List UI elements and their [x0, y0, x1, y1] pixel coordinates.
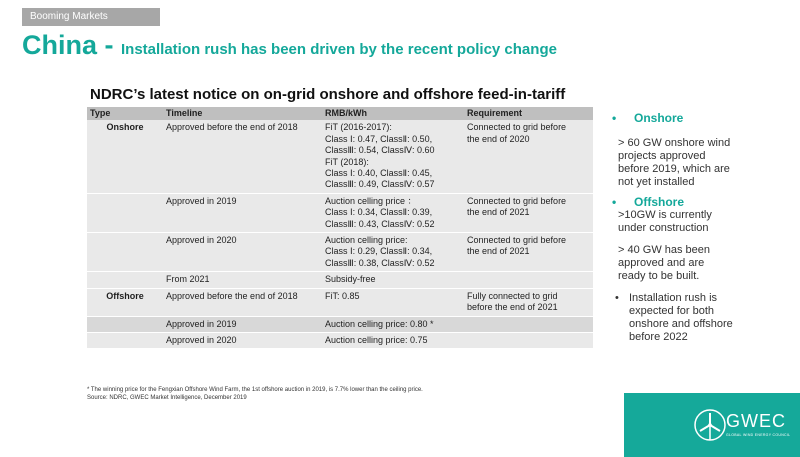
offshore-text-1: >10GW is currently under construction [618, 209, 712, 234]
table-row [87, 193, 593, 232]
header-requirement: Requirement [464, 107, 593, 120]
onshore-text: > 60 GW onshore wind projects approved before 2019, which are not yet installed [618, 137, 731, 188]
bullet-dot: • [615, 292, 619, 304]
row-type [87, 193, 163, 232]
row-timeline: Approved in 2020 [163, 332, 322, 348]
requirement-line: Connected to grid before [467, 122, 567, 133]
row-timeline: Approved in 2019 [163, 316, 322, 332]
table-header-row [87, 107, 593, 120]
table-row [87, 332, 593, 348]
row-requirement [464, 120, 593, 193]
requirement-line: Connected to grid before [467, 195, 567, 206]
row-requirement [464, 233, 593, 272]
requirement-line: Fully connected to grid [467, 290, 558, 301]
row-timeline: Approved in 2020 [163, 233, 322, 272]
requirement-line: before the end of 2021 [467, 302, 558, 313]
offshore-text-2: > 40 GW has been approved and are ready to be built. [618, 244, 711, 282]
table-row [87, 233, 593, 272]
sidebar-notes [612, 112, 792, 344]
page-subtitle: Installation rush has been driven by the recent policy change [121, 41, 557, 58]
row-rate [322, 120, 464, 193]
requirement-line: the end of 2021 [467, 207, 530, 218]
header-timeline: Timeline [163, 107, 322, 120]
table-row [87, 316, 593, 332]
bullet-dot: • [612, 195, 617, 209]
wind-turbine-logo-icon [690, 405, 730, 445]
row-type: Offshore [87, 288, 163, 316]
row-requirement [464, 193, 593, 232]
row-requirement [464, 272, 593, 288]
row-timeline: Approved before the end of 2018 [163, 288, 322, 316]
logo-wordmark: GWEC [726, 411, 786, 431]
row-type: Onshore [87, 120, 163, 193]
row-requirement [464, 288, 593, 316]
page-title [22, 30, 557, 61]
table-row [87, 120, 593, 193]
rate-line: Class Ⅰ: 0.29, ClassⅡ: 0.34, [325, 246, 433, 257]
requirement-line: the end of 2020 [467, 133, 530, 144]
row-rate: FiT: 0.85 [322, 288, 464, 316]
rate-line: Class Ⅰ: 0.34, ClassⅡ: 0.39, [325, 207, 433, 218]
footnote-note: * The winning price for the Fengxian Offshore Wind Farm, the 1st offshore auction in 2019, is 7.7% lower than the ceiling price. [87, 387, 423, 393]
rate-line: ClassⅢ: 0.43, ClassⅣ: 0.52 [325, 218, 435, 229]
logo-tagline: GLOBAL WIND ENERGY COUNCIL [726, 433, 791, 437]
table-row [87, 288, 593, 316]
footnote-source: Source: NDRC, GWEC Market Intelligence, December 2019 [87, 395, 247, 401]
rate-line: FiT (2016-2017): [325, 122, 392, 133]
offshore-heading: • Offshore [612, 195, 685, 209]
row-rate: Auction celling price: 0.75 [322, 332, 464, 348]
gwec-logo [690, 405, 800, 445]
row-rate: Auction celling price: 0.80 * [322, 316, 464, 332]
row-rate [322, 193, 464, 232]
rate-line: ClassⅢ: 0.49, ClassⅣ: 0.57 [325, 179, 435, 190]
requirement-line: Connected to grid before [467, 235, 567, 246]
installation-rush-bullet: • Installation rush is expected for both onshore and offshore before 2022 [615, 292, 733, 343]
header-rate: RMB/kWh [322, 107, 464, 120]
rate-line: ClassⅢ: 0.38, ClassⅣ: 0.52 [325, 257, 435, 268]
rate-line: Auction celling price ： [325, 195, 417, 206]
row-requirement [464, 332, 593, 348]
onshore-heading: • Onshore [612, 111, 684, 125]
row-type [87, 332, 163, 348]
row-timeline: From 2021 [163, 272, 322, 288]
page-title-main: China - [22, 30, 121, 60]
header-type: Type [87, 107, 163, 120]
row-type [87, 233, 163, 272]
row-type [87, 316, 163, 332]
rate-line: Auction celling price: [325, 235, 408, 246]
row-type [87, 272, 163, 288]
row-rate [322, 233, 464, 272]
row-requirement [464, 316, 593, 332]
footnote [87, 386, 423, 402]
tariff-table [87, 107, 593, 348]
rate-line: Class Ⅰ: 0.40, ClassⅡ: 0.45, [325, 168, 433, 179]
requirement-line: the end of 2021 [467, 246, 530, 257]
row-rate: Subsidy-free [322, 272, 464, 288]
rate-line: FiT (2018): [325, 156, 369, 167]
bullet-dot: • [612, 111, 617, 125]
row-timeline: Approved in 2019 [163, 193, 322, 232]
rate-line: Class Ⅰ: 0.47, ClassⅡ: 0.50, [325, 133, 433, 144]
section-tag: Booming Markets [22, 8, 160, 26]
rate-line: ClassⅢ: 0.54, ClassⅣ: 0.60 [325, 145, 435, 156]
table-row [87, 272, 593, 288]
row-timeline: Approved before the end of 2018 [163, 120, 322, 193]
table-title: NDRC’s latest notice on on-grid onshore and offshore feed-in-tariff [90, 86, 566, 103]
